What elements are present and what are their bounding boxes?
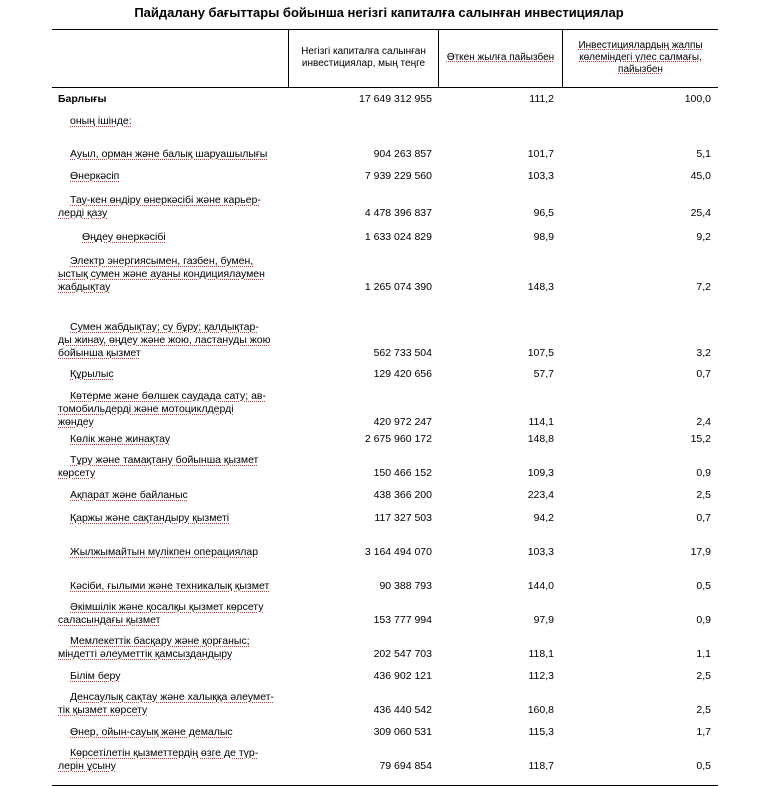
cell-share: 2,5 xyxy=(696,704,711,716)
cell-previous-year: 118,1 xyxy=(528,648,554,660)
table-row xyxy=(52,433,718,446)
row-label: Ақпарат және байланыс xyxy=(70,489,188,501)
table-row xyxy=(52,635,718,661)
cell-previous-year: 115,3 xyxy=(528,726,554,738)
row-label: Кәсіби, ғылыми және техникалық қызмет xyxy=(70,580,270,592)
investment-table xyxy=(52,29,718,786)
cell-previous-year: 223,4 xyxy=(527,489,554,501)
row-label: Тұру және тамақтану бойынша қызмет көрсету xyxy=(58,454,259,479)
table-row xyxy=(52,601,718,627)
cell-share: 45,0 xyxy=(690,170,711,182)
row-label: Көлік және жинақтау xyxy=(70,433,171,445)
cell-share: 0,9 xyxy=(696,614,711,626)
table-row xyxy=(52,93,718,106)
cell-investments: 4 478 396 837 xyxy=(364,207,432,219)
header-top-rule xyxy=(52,29,718,30)
cell-investments: 309 060 531 xyxy=(373,726,432,738)
header-previous-year: Өткен жылға пайызбен xyxy=(446,52,555,63)
cell-previous-year: 96,5 xyxy=(533,207,554,219)
cell-investments: 1 633 024 829 xyxy=(364,231,432,243)
header-share: Инвестициялардың жалпы көлеміндегі үлес салмағы, пайызбен xyxy=(578,40,703,75)
cell-share: 7,2 xyxy=(696,281,711,293)
cell-investments: 438 366 200 xyxy=(373,489,432,501)
cell-previous-year: 98,9 xyxy=(533,231,554,243)
table-row xyxy=(52,255,718,294)
cell-previous-year: 57,7 xyxy=(533,368,554,380)
cell-share: 17,9 xyxy=(690,546,711,558)
cell-share: 0,5 xyxy=(696,580,711,592)
cell-investments: 90 388 793 xyxy=(379,580,432,592)
cell-investments: 2 675 960 172 xyxy=(364,433,432,445)
cell-investments: 420 972 247 xyxy=(373,416,432,428)
cell-previous-year: 111,2 xyxy=(529,93,554,105)
cell-previous-year: 112,3 xyxy=(528,670,554,682)
row-label: Әкімшілік және қосалқы қызмет көрсету саласындағы қызмет xyxy=(58,601,264,626)
table-row xyxy=(52,546,718,559)
cell-investments: 153 777 994 xyxy=(373,614,432,626)
cell-share: 2,4 xyxy=(696,416,711,428)
cell-previous-year: 148,8 xyxy=(527,433,554,445)
table-row xyxy=(52,194,718,220)
cell-share: 2,5 xyxy=(696,670,711,682)
cell-share: 3,2 xyxy=(696,347,711,359)
header-bottom-rule xyxy=(52,87,718,88)
table-row xyxy=(52,670,718,683)
header-investments: Негізгі капиталға салынған инвестициялар, мың теңге xyxy=(301,46,426,69)
cell-investments: 150 466 152 xyxy=(373,467,432,479)
cell-investments: 436 440 542 xyxy=(373,704,432,716)
cell-investments: 562 733 504 xyxy=(373,347,432,359)
table-row xyxy=(52,321,718,360)
table-row xyxy=(52,390,718,429)
table-row xyxy=(52,231,718,244)
table-row xyxy=(52,747,718,773)
cell-investments: 436 902 121 xyxy=(373,670,432,682)
cell-investments: 79 694 854 xyxy=(379,760,432,772)
row-label: Өнер, ойын-сауық және демалыс xyxy=(70,726,233,738)
row-label: оның ішінде: xyxy=(70,115,132,127)
cell-previous-year: 101,7 xyxy=(527,148,554,160)
table-row xyxy=(52,489,718,502)
cell-investments: 3 164 494 070 xyxy=(364,546,432,558)
row-label: Тау-кен өндіру өнеркәсібі және карьер- лерді қазу xyxy=(58,194,261,219)
row-label: Ауыл, орман және балық шаруашылығы xyxy=(70,148,268,160)
table-row xyxy=(52,512,718,525)
cell-share: 0,7 xyxy=(696,512,711,524)
cell-investments: 7 939 229 560 xyxy=(364,170,432,182)
cell-share: 0,7 xyxy=(696,368,711,380)
cell-previous-year: 160,8 xyxy=(527,704,554,716)
row-label: Жылжымайтын мүлікпен операциялар xyxy=(70,546,259,558)
cell-investments: 129 420 656 xyxy=(373,368,432,380)
row-label: Білім беру xyxy=(70,670,121,682)
cell-investments: 117 327 503 xyxy=(374,512,432,524)
table-row xyxy=(52,454,718,480)
cell-share: 9,2 xyxy=(696,231,711,243)
table-title: Пайдалану бағыттары бойынша негізгі капиталға салынған инвестициялар xyxy=(134,5,624,20)
cell-previous-year: 94,2 xyxy=(533,512,554,524)
table-row xyxy=(52,115,718,128)
table-row xyxy=(52,368,718,381)
cell-share: 5,1 xyxy=(696,148,711,160)
table-row xyxy=(52,691,718,717)
cell-share: 2,5 xyxy=(696,489,711,501)
row-label: Өнеркәсіп xyxy=(70,170,120,182)
cell-share: 1,7 xyxy=(696,726,711,738)
row-label: Денсаулық сақтау және халыққа әлеумет- тік қызмет көрсету xyxy=(58,691,275,716)
row-label: Құрылыс xyxy=(70,368,114,380)
cell-previous-year: 109,3 xyxy=(527,467,554,479)
table-row xyxy=(52,580,718,593)
cell-previous-year: 144,0 xyxy=(527,580,554,592)
cell-investments: 904 263 857 xyxy=(373,148,432,160)
row-label: Электр энергиясымен, газбен, бумен, ыстық сумен және ауаны кондициялаумен жабдықтау xyxy=(58,255,265,293)
cell-previous-year: 97,9 xyxy=(533,614,554,626)
cell-share: 25,4 xyxy=(690,207,711,219)
cell-share: 1,1 xyxy=(696,648,711,660)
cell-investments: 1 265 074 390 xyxy=(364,281,432,293)
row-label: Қаржы және сақтандыру қызметі xyxy=(70,512,230,524)
row-label: Өңдеу өнеркәсібі xyxy=(82,231,166,243)
cell-share: 100,0 xyxy=(684,93,711,105)
cell-investments: 17 649 312 955 xyxy=(359,93,432,105)
cell-share: 0,9 xyxy=(696,467,711,479)
cell-previous-year: 114,1 xyxy=(528,416,554,428)
cell-previous-year: 148,3 xyxy=(527,281,554,293)
row-label: Мемлекеттік басқару және қорғаныс; міндетті әлеуметтік қамсыздандыру xyxy=(58,635,250,660)
table-row xyxy=(52,726,718,739)
table-row xyxy=(52,170,718,183)
cell-share: 0,5 xyxy=(696,760,711,772)
row-label: Сумен жабдықтау; су бұру; қалдықтар- ды жинау, өңдеу және жою, ластануды жою бойынша қызмет xyxy=(58,321,271,359)
cell-share: 15,2 xyxy=(690,433,711,445)
row-label: Көтерме және бөлшек саудада сату; ав- томобильдерді және мотоциклдерді жөндеу xyxy=(58,390,266,428)
cell-previous-year: 103,3 xyxy=(527,546,554,558)
cell-investments: 202 547 703 xyxy=(373,648,432,660)
cell-previous-year: 118,7 xyxy=(528,760,554,772)
cell-previous-year: 103,3 xyxy=(527,170,554,182)
table-row xyxy=(52,148,718,161)
cell-previous-year: 107,5 xyxy=(527,347,554,359)
row-label: Көрсетілетін қызметтердің өзге де түр- лерін ұсыну xyxy=(58,747,259,772)
row-label-total: Барлығы xyxy=(58,93,107,105)
